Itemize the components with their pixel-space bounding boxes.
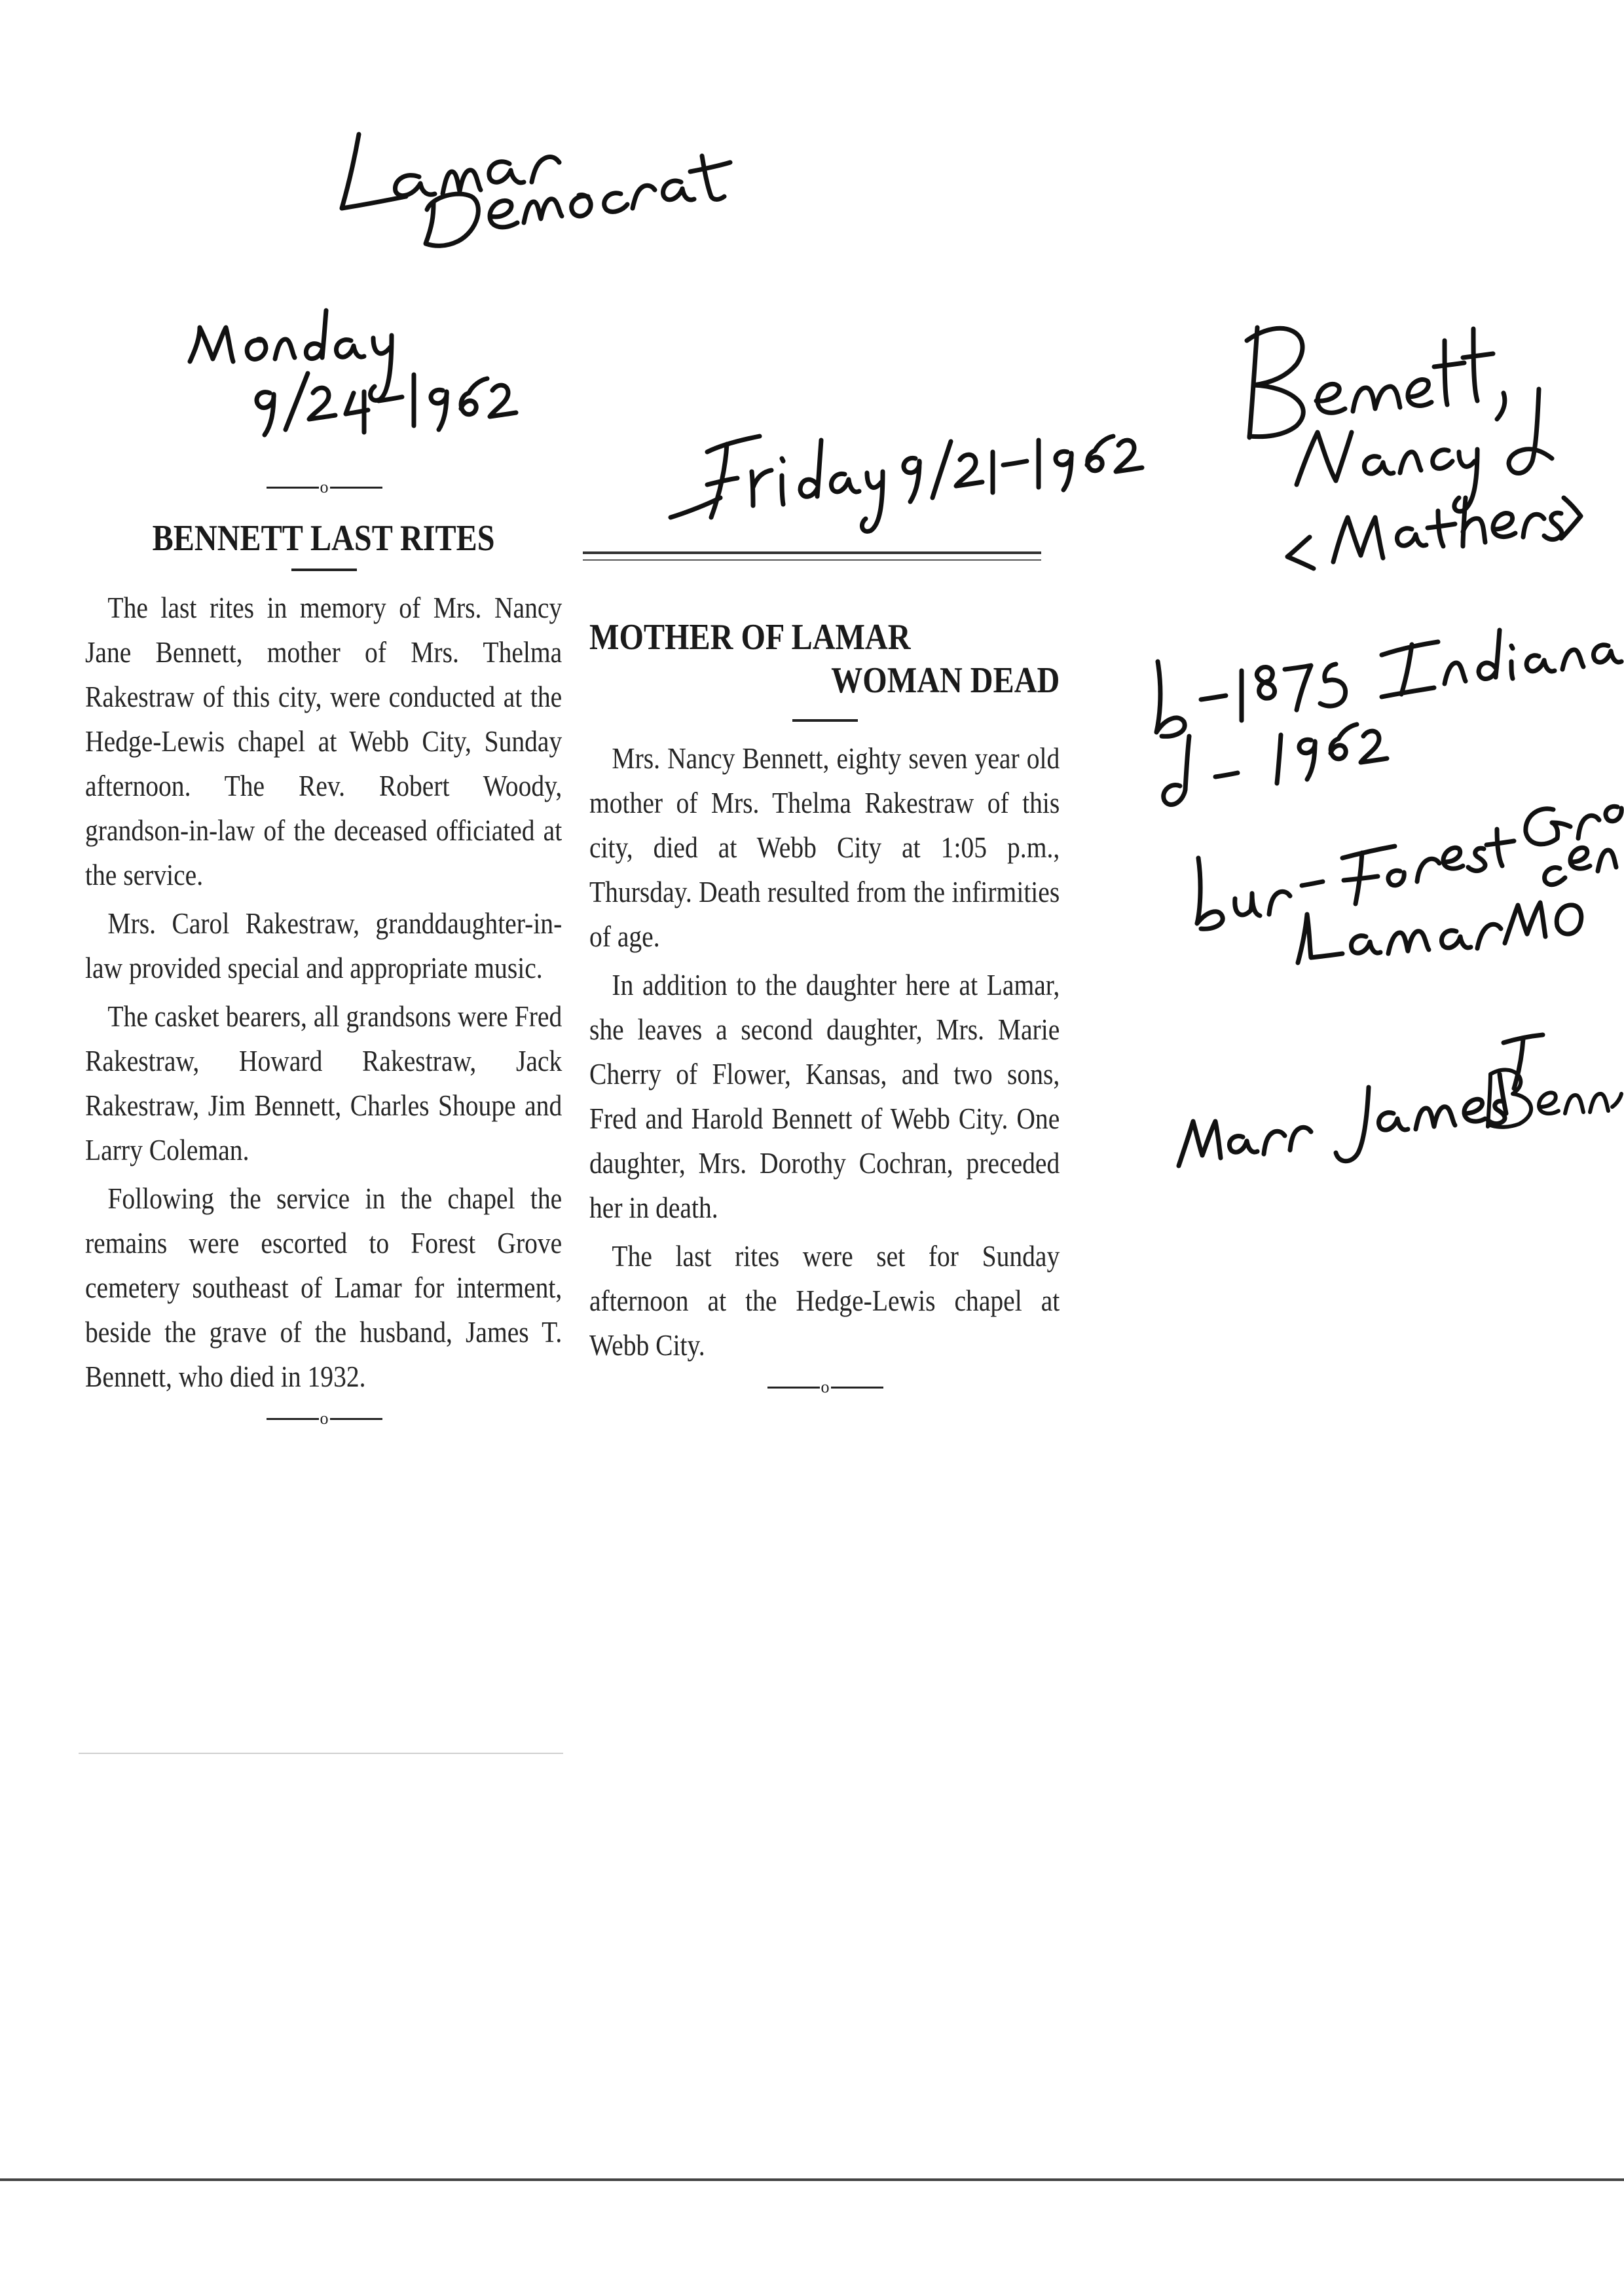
divider-mark: o: [320, 477, 329, 497]
article-paragraph-1: The last rites in memory of Mrs. Nancy Jane Bennett, mother of Mrs. Thelma Rakestraw of this city, were conducted at the Hedge-Lewis chapel at Webb City, Sunday afternoon. The Rev. Robert Woody, grandson-in-law of the deceased officiated at the service.: [85, 591, 563, 891]
article-paragraph-4: Following the service in the chapel the remains were escorted to Forest Grove cemetery southeast of Lamar for interment, beside the grave of the husband, James T. Bennett, who died in 1932.: [85, 1182, 563, 1393]
article-paragraph-3: The casket bearers, all grandsons were Fred Rakestraw, Howard Rakestraw, Jack Rakestraw, Jim Bennett, Charles Shoupe and Larry Coleman.: [85, 999, 563, 1166]
handwriting-monday: [190, 310, 392, 400]
divider-line: [267, 487, 319, 489]
headline-rule: [291, 569, 357, 571]
handwriting-buried: [1197, 806, 1621, 963]
divider-line: [767, 1387, 820, 1389]
handwriting-bennett: [1247, 327, 1505, 438]
divider-top: [85, 472, 563, 500]
clipping-last-rites: [85, 472, 563, 1432]
divider-mark: o: [320, 1409, 329, 1428]
handwriting-died: [1164, 724, 1387, 805]
scan-bottom-edge: [0, 2178, 1624, 2181]
headline-rule: [792, 719, 858, 722]
divider-mark: o: [821, 1377, 830, 1397]
divider-bottom: [589, 1371, 1061, 1400]
divider-bottom: [85, 1403, 563, 1432]
handwriting-left-date: [257, 373, 516, 435]
divider-line: [330, 1418, 382, 1420]
article-paragraph-2: Mrs. Carol Rakestraw, granddaughter-in-law provided special and appropriate music.: [85, 906, 563, 984]
article-paragraph-3: The last rites were set for Sunday afternoon at the Hedge-Lewis chapel at Webb City.: [589, 1239, 1060, 1362]
clipping-edge: [79, 1753, 563, 1754]
headline-bennett-last-rites: BENNETT LAST RITES: [152, 518, 495, 559]
headline-line-2: WOMAN DEAD: [831, 660, 1060, 701]
handwriting-right-date: [671, 436, 1142, 531]
divider-line: [831, 1387, 883, 1389]
handwriting-nancy: [1297, 389, 1552, 512]
headline-line-1: MOTHER OF LAMAR: [589, 617, 911, 658]
article-paragraph-1: Mrs. Nancy Bennett, eighty seven year old mother of Mrs. Thelma Rakestraw of this city, died at Webb City at 1:05 p.m., Thursday. Death resulted from the infirmities of age.: [589, 741, 1060, 953]
handwriting-mathers: [1287, 498, 1581, 569]
handwriting-lamar: [342, 134, 559, 208]
handwriting-democrat: [426, 156, 730, 246]
divider-line: [267, 1418, 319, 1420]
handwriting-married: [1179, 1035, 1621, 1166]
headline-spacer: [589, 544, 1061, 616]
divider-line: [330, 487, 382, 489]
article-paragraph-2: In addition to the daughter here at Lamar, she leaves a second daughter, Mrs. Marie Cherry of Flower, Kansas, and two sons, Fred and Harold Bennett of Webb City. One daughter, Mrs. Dorothy Cochran, preceded her in death.: [589, 968, 1060, 1224]
handwriting-born: [1156, 630, 1621, 736]
clipping-mother-of-lamar-woman-dead: [589, 544, 1061, 1400]
